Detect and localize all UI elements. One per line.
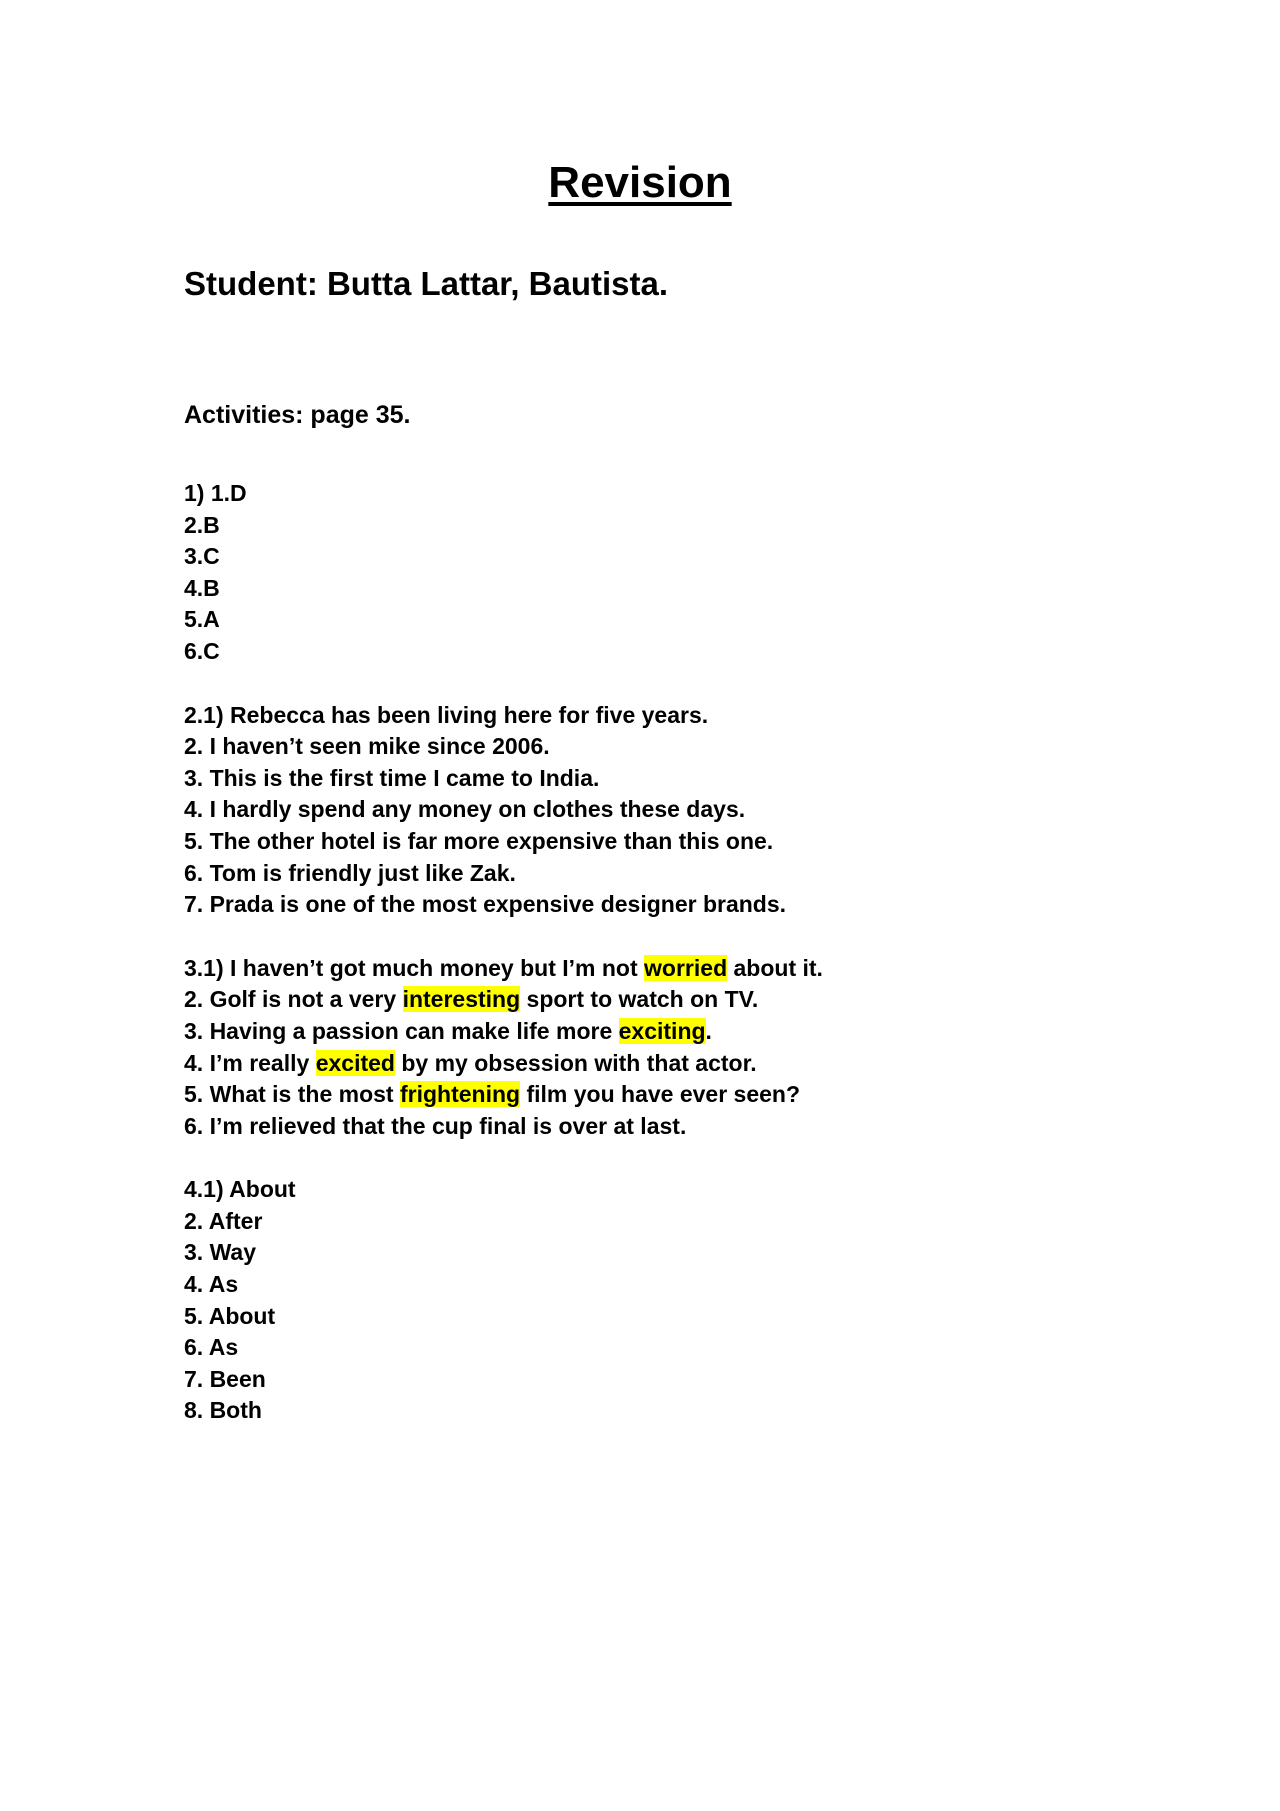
exercise-1-answer: 6.C <box>184 637 220 664</box>
exercise-1-answer: 5.A <box>184 606 220 633</box>
exercise-4-answer: 4. As <box>184 1271 239 1298</box>
exercise-1-answer: 3.C <box>184 543 220 570</box>
exercise-4-answer: 6. As <box>184 1334 239 1361</box>
document-body <box>184 262 1184 1427</box>
answer-text: sport to watch on TV. <box>520 986 759 1013</box>
exercise-4-answer: 7. Been <box>184 1365 266 1392</box>
answer-text: about it. <box>727 954 823 981</box>
exercise-3-answer <box>184 1079 1184 1111</box>
answer-text: film you have ever seen? <box>520 1081 801 1108</box>
answer-text: 6. I’m relieved that the cup final is over at last. <box>184 1112 687 1139</box>
exercise-3-answer <box>184 984 1184 1016</box>
exercise-4-answer: 5. About <box>184 1302 276 1329</box>
exercise-1-answer: 1) 1.D <box>184 480 247 506</box>
exercise-3-answer <box>184 1111 1184 1143</box>
exercise-3 <box>184 953 1184 1143</box>
exercise-2-answer: 6. Tom is friendly just like Zak. <box>184 859 516 886</box>
highlighted-word: excited <box>315 1049 395 1076</box>
exercise-2-answer: 5. The other hotel is far more expensive than this one. <box>184 827 774 854</box>
student-name: Student: Butta Lattar, Bautista. <box>184 265 669 302</box>
answer-text: 5. What is the most <box>184 1081 400 1108</box>
answer-text: 4. I’m really <box>184 1049 316 1076</box>
exercise-4-answer: 3. Way <box>184 1239 257 1266</box>
exercise-3-answer <box>184 1016 1184 1048</box>
highlighted-word: frightening <box>399 1081 521 1108</box>
exercise-2-answer: 7. Prada is one of the most expensive designer brands. <box>184 891 787 918</box>
exercise-4-answer: 4.1) About <box>184 1176 296 1203</box>
exercise-1-answer: 4.B <box>184 574 220 601</box>
answer-text: 3. Having a passion can make life more <box>184 1017 619 1044</box>
exercise-4-answer: 8. Both <box>184 1397 262 1424</box>
exercise-2-answer: 4. I hardly spend any money on clothes these days. <box>184 796 746 823</box>
answer-text: . <box>705 1017 712 1044</box>
answer-text: 2. Golf is not a very <box>184 986 403 1013</box>
exercise-3-answer <box>184 953 1184 985</box>
exercise-2-answer: 2. I haven’t seen mike since 2006. <box>184 733 550 760</box>
highlighted-word: worried <box>644 954 728 981</box>
exercise-2-answer: 3. This is the first time I came to India. <box>184 764 600 791</box>
answer-text: 3.1) I haven’t got much money but I’m not <box>184 954 645 981</box>
exercise-4 <box>184 1174 1184 1427</box>
exercise-2 <box>184 700 1184 921</box>
exercise-3-answer <box>184 1048 1184 1080</box>
exercise-1 <box>184 478 1184 668</box>
exercise-2-answer: 2.1) Rebecca has been living here for five years. <box>184 701 709 728</box>
activities-heading: Activities: page 35. <box>184 401 411 429</box>
highlighted-word: exciting <box>618 1017 706 1044</box>
highlighted-word: interesting <box>402 986 521 1013</box>
exercise-1-answer: 2.B <box>184 511 220 538</box>
document-title: Revision <box>548 158 732 207</box>
answer-text: by my obsession with that actor. <box>394 1049 757 1076</box>
exercise-4-answer: 2. After <box>184 1207 263 1234</box>
